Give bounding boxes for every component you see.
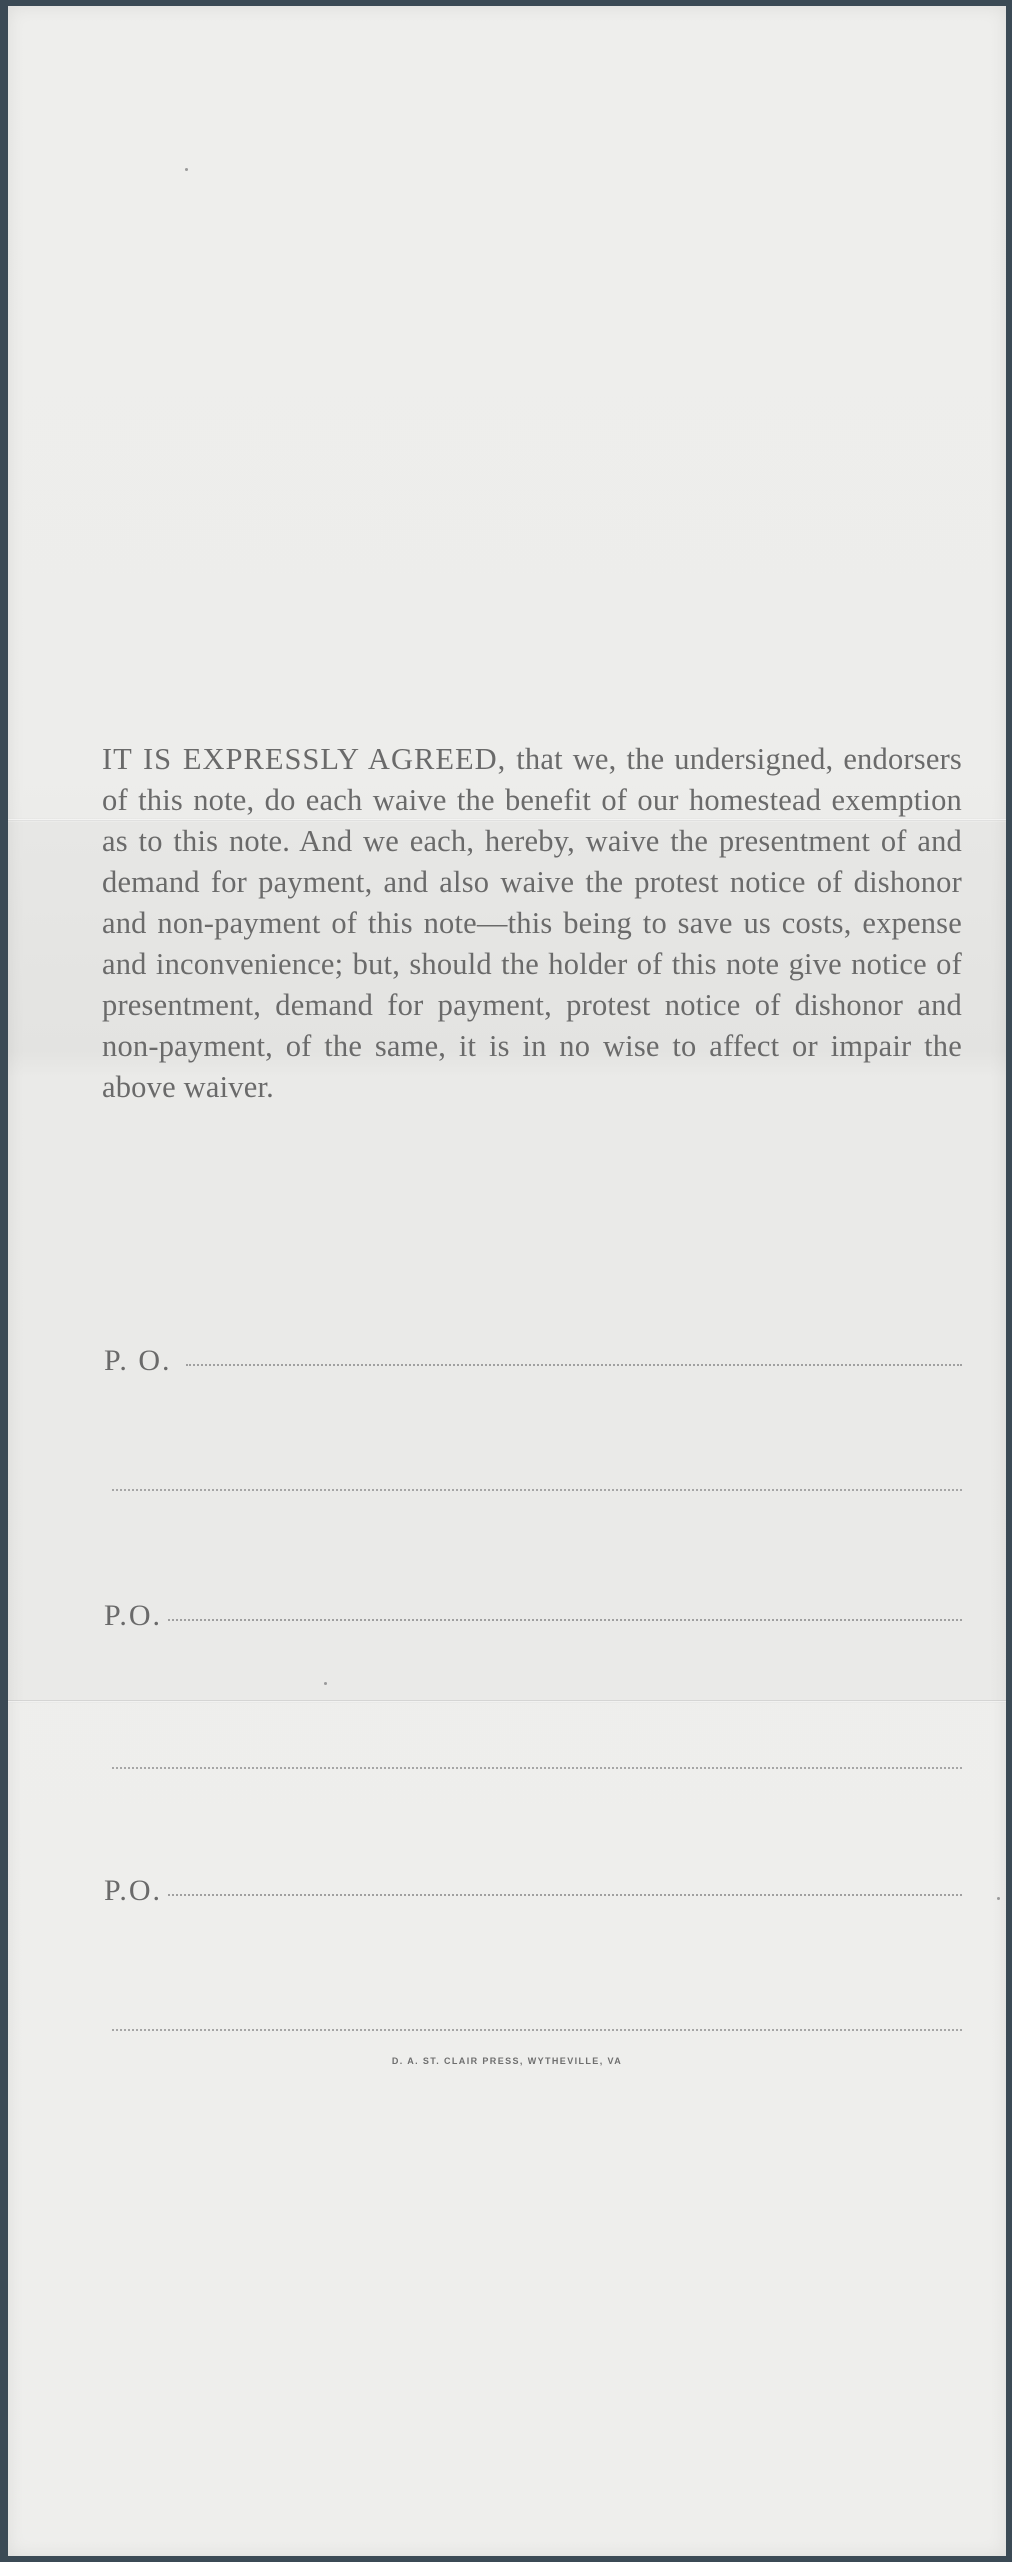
signature-line-3[interactable] [112, 2029, 962, 2031]
paper-speck [997, 1897, 1000, 1900]
post-office-label: P.O. [104, 1874, 163, 1907]
post-office-dotted-line [186, 1364, 962, 1366]
printer-imprint: D. A. ST. CLAIR PRESS, WYTHEVILLE, VA [391, 2056, 623, 2066]
lower-fold-line [8, 1700, 1006, 1703]
paper-speck [324, 1682, 327, 1685]
agreement-body: that we, the undersigned, endorsers of this note, do each waive the benefit of our homestead exemption as to this note. And we each, hereby, waive the presentment of and demand for payment, and also waive the protest notice of dishonor and non-payment of this note—this being to save us costs, expense and inconvenience; but, should the holder of this note give notice of presentment, demand for payment, protest notice of dishonor and non-payment, of the same, it is in no wise to affect or impair the above waiver. [102, 742, 962, 1104]
post-office-line-2[interactable] [104, 1599, 962, 1633]
signature-line-2[interactable] [112, 1767, 962, 1769]
agreement-lead: IT IS EXPRESSLY AGREED, [102, 742, 507, 776]
post-office-line-1[interactable] [104, 1344, 962, 1378]
document-page [8, 6, 1006, 2556]
post-office-dotted-line [168, 1619, 962, 1621]
post-office-dotted-line [168, 1894, 962, 1896]
waiver-agreement-text [102, 739, 962, 1108]
post-office-label: P.O. [104, 1599, 163, 1632]
post-office-line-3[interactable] [104, 1874, 962, 1908]
paper-speck [185, 168, 188, 171]
post-office-label: P. O. [104, 1344, 172, 1377]
signature-line-1[interactable] [112, 1489, 962, 1491]
